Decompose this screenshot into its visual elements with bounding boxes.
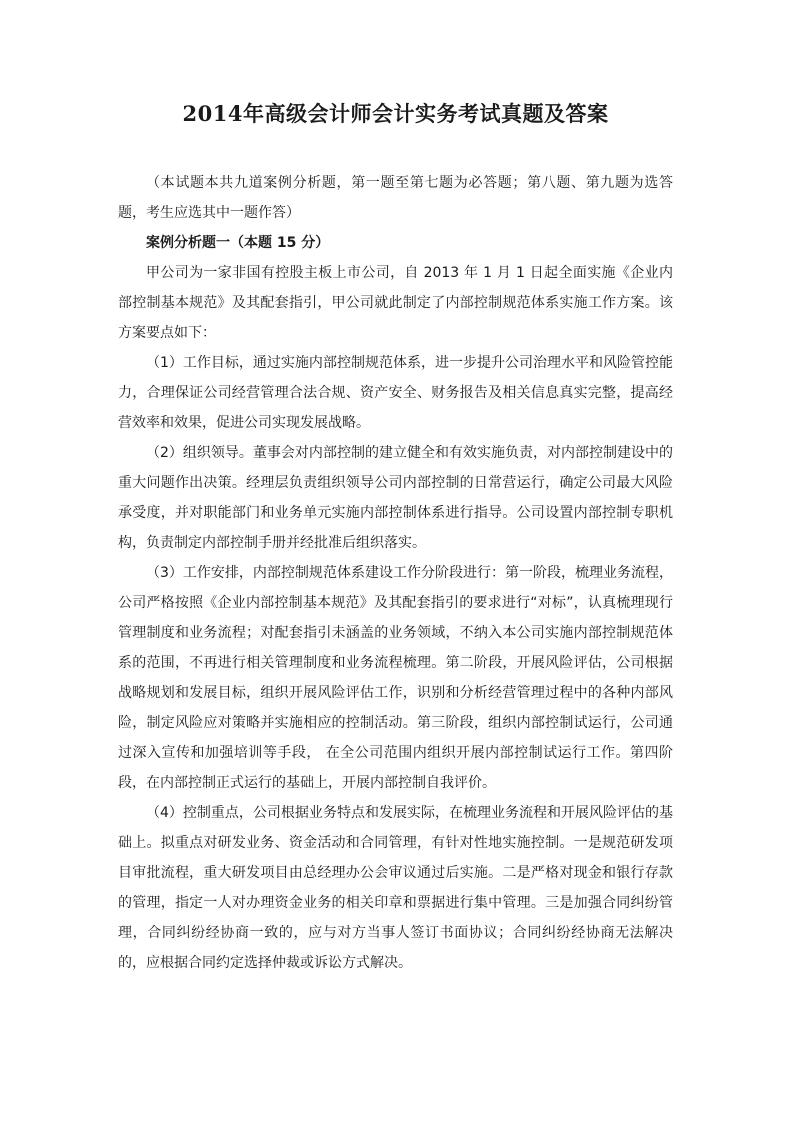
paragraph-control-focus: （4）控制重点，公司根据业务特点和发展实际，在梳理业务流程和开展风险评估的基础上。拟重点对研发业务、资金活动和合同管理，有针对性地实施控制。一是规范研发项目审批流程，重大研发项目由总经理办公会审议通过后实施。二是严格对现金和银行存款的管理，指定一人对办理资金业务的相关印章和票据进行集中管理。三是加强合同纠纷管理，合同纠纷经协商一致的，应与对方当事人签订书面协议；合同纠纷经协商无法解决的，应根据合同约定选择仲裁或诉讼方式解决。 <box>118 805 673 971</box>
document-title: 2014年高级会计师会计实务考试真题及答案 <box>182 101 609 126</box>
paragraph-schedule: （3）工作安排，内部控制规范体系建设工作分阶段进行：第一阶段，梳理业务流程，公司严格按照《企业内部控制基本规范》及其配套指引的要求进行“对标”，认真梳理现行管理制度和业务流程；对配套指引未涵盖的业务领域，不纳入本公司实施内部控制规范体系的范围，不再进行相关管理制度和业务流程梳理。第二阶段，开展风险评估，公司根据战略规划和发展目标，组织开展风险评估工作，识别和分析经营管理过程中的各种内部风险，制定风险应对策略并实施相应的控制活动。第三阶段，组织内部控制试运行，公司通过深入宣传和加强培训等手段， 在全公司范围内组织开展内部控制试运行工作。第四阶段，在内部控制正式运行的基础上，开展内部控制自我评价。 <box>118 565 673 791</box>
paragraph-intro: 甲公司为一家非国有控股主板上市公司，自 2013 年 1 月 1 日起全面实施《企业内部控制基本规范》及其配套指引，甲公司就此制定了内部控制规范体系实施工作方案。该方案要点如下： <box>118 265 673 341</box>
paragraph-goal: （1）工作目标，通过实施内部控制规范体系，进一步提升公司治理水平和风险管控能力，合理保证公司经营管理合法合规、资产安全、财务报告及相关信息真实完整，提高经营效率和效果，促进公司实现发展战略。 <box>118 355 673 431</box>
case-heading: 案例分析题一（本题 15 分） <box>146 235 330 251</box>
exam-note: （本试题本共九道案例分析题，第一题至第七题为必答题；第八题、第九题为选答题，考生应选其中一题作答） <box>118 175 673 221</box>
paragraph-organization: （2）组织领导。董事会对内部控制的建立健全和有效实施负责，对内部控制建设中的重大问题作出决策。经理层负责组织领导公司内部控制的日常营运行，确定公司最大风险承受度，并对职能部门和业务单元实施内部控制体系进行指导。公司设置内部控制专职机构，负责制定内部控制手册并经批准后组织落实。 <box>118 445 673 551</box>
